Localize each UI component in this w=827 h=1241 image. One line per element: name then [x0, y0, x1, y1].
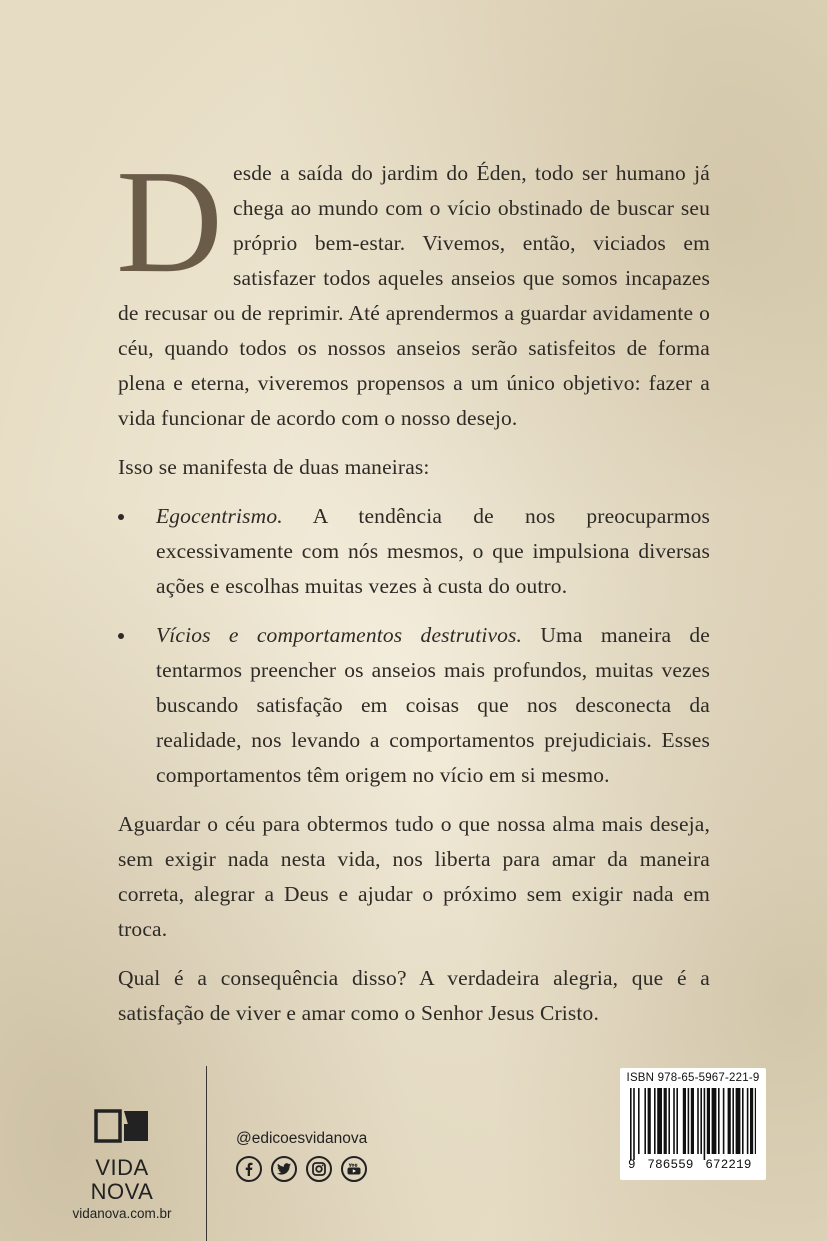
bullet-text: A tendência de nos preocuparmos excessivamente com nós mesmos, o que impulsiona diversas ações e escolhas muitas vezes à custa do outro.: [156, 504, 710, 598]
barcode-bar: [728, 1088, 731, 1154]
intro-paragraph: [116, 140, 710, 436]
barcode-bar: [704, 1088, 706, 1160]
barcode-bar: [712, 1088, 717, 1154]
twitter-icon[interactable]: [271, 1156, 297, 1182]
barcode-bars: [630, 1088, 756, 1160]
dropcap-letter: D: [116, 140, 224, 304]
back-cover-text: [116, 140, 710, 1045]
barcode-bar: [644, 1088, 646, 1154]
barcode-bar: [676, 1088, 678, 1154]
barcode-bar: [697, 1088, 699, 1154]
barcode-bar: [673, 1088, 675, 1154]
barcode-bar: [648, 1088, 651, 1154]
bullet-list: [118, 499, 710, 793]
barcode-digit-group-1: 786559: [647, 1158, 694, 1172]
barcode-digit-first: 9: [628, 1158, 636, 1172]
publisher-url[interactable]: vidanova.com.br: [72, 1206, 172, 1221]
body-paragraph: Qual é a consequência disso? A verdadeira alegria, que é a satisfação de viver e amar como o Senhor Jesus Cristo.: [118, 966, 710, 1025]
vida-nova-logo-icon: [93, 1108, 151, 1148]
barcode-bar: [633, 1088, 635, 1160]
bullet-text: Uma maneira de tentarmos preencher os anseios mais profundos, muitas vezes buscando satisfação em coisas que nos desconecta da realidade, nos levando a comportamentos prejudiciais. Esses comportamentos têm origem no vício em si mesmo.: [156, 623, 710, 787]
intro-text: esde a saída do jardim do Éden, todo ser humano já chega ao mundo com o vício obstinado de buscar seu próprio bem-estar. Vivemos, então, viciados em satisfazer todos aqueles anseios que somos incapazes de recusar ou de reprimir. Até aprendermos a guardar avidamente o céu, quando todos os nossos anseios serão satisfeitos de forma plena e eterna, viveremos propensos a um único objetivo: fazer a vida funcionar de acordo com o nosso desejo.: [118, 161, 710, 430]
barcode-bar: [723, 1088, 725, 1154]
barcode-bar: [654, 1088, 656, 1154]
body-paragraph: Aguardar o céu para obtermos tudo o que nossa alma mais deseja, sem exigir nada nesta vida, nos liberta para amar da maneira correta, alegrar a Deus e ajudar o próximo sem exigir nada em troca.: [118, 812, 710, 941]
social-block: [236, 1130, 367, 1182]
isbn-label: ISBN 978-65-5967-221-9: [626, 1072, 760, 1084]
bullet-dot-icon: [118, 514, 124, 520]
barcode-bar: [747, 1088, 749, 1154]
barcode-bar: [732, 1088, 734, 1154]
bullet-dot-icon: [118, 633, 124, 639]
bullet-term: Vícios e comportamentos destrutivos.: [156, 623, 523, 647]
barcode-bar: [630, 1088, 632, 1160]
youtube-icon[interactable]: [341, 1156, 367, 1182]
barcode-bar: [691, 1088, 694, 1154]
barcode-digits: [628, 1158, 760, 1172]
barcode-bar: [707, 1088, 710, 1154]
publisher-block: [62, 1108, 182, 1224]
bullet-term: Egocentrismo.: [156, 504, 283, 528]
facebook-icon[interactable]: [236, 1156, 262, 1182]
lead-sentence: Isso se manifesta de duas maneiras:: [118, 455, 430, 479]
publisher-name: VIDA NOVA: [90, 1155, 154, 1204]
barcode-bar: [664, 1088, 667, 1154]
list-item: [118, 618, 710, 793]
barcode-bar: [683, 1088, 686, 1154]
barcode-bar: [750, 1088, 753, 1154]
barcode-bar: [688, 1088, 690, 1154]
isbn-barcode: [620, 1068, 766, 1180]
barcode-bar: [638, 1088, 640, 1154]
barcode-bar: [657, 1088, 662, 1154]
barcode-bar: [736, 1088, 741, 1154]
instagram-icon[interactable]: [306, 1156, 332, 1182]
barcode-digit-group-2: 672219: [705, 1158, 752, 1172]
social-handle[interactable]: @edicoesvidanova: [236, 1130, 368, 1147]
list-item: [118, 499, 710, 604]
social-icons: [236, 1156, 367, 1182]
barcode-bar: [718, 1088, 720, 1154]
barcode-bar: [700, 1088, 702, 1154]
barcode-bar: [755, 1088, 756, 1154]
barcode-bar: [742, 1088, 744, 1154]
barcode-bar: [668, 1088, 670, 1154]
vertical-divider: [206, 1066, 207, 1241]
